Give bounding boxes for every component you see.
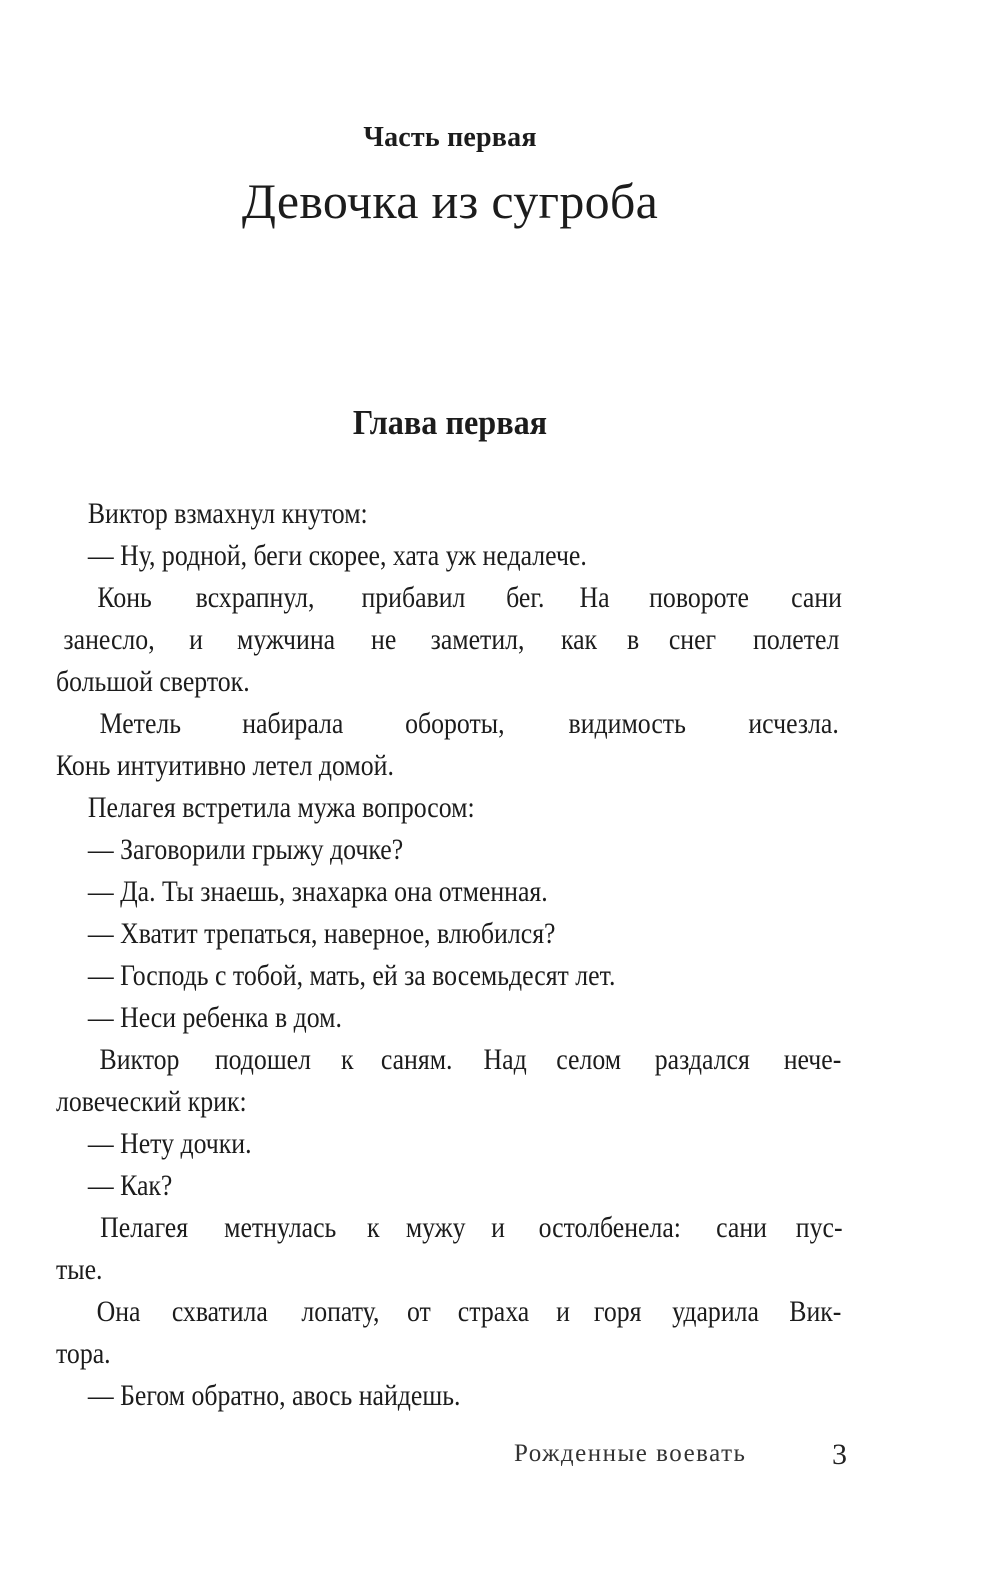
text-line: тые. bbox=[56, 1253, 103, 1286]
text-line: тора. bbox=[56, 1337, 111, 1370]
part-label: Часть первая bbox=[363, 122, 537, 153]
text-line: — Ну, родной, беги скорее, хата уж недалече. bbox=[87, 539, 587, 572]
chapter-title: Глава первая bbox=[352, 403, 548, 442]
text-line: — Господь с тобой, мать, ей за восемьдесят лет. bbox=[87, 959, 616, 992]
text-line: Виктор подошел к саням. Над селом раздался нече- bbox=[99, 1043, 842, 1076]
text-line: — Как? bbox=[87, 1169, 173, 1202]
text-line: — Хватит трепаться, наверное, влюбился? bbox=[87, 917, 556, 950]
text-line: Она схватила лопату, от страха и горя ударила Вик- bbox=[96, 1295, 842, 1328]
text-line: Виктор взмахнул кнутом: bbox=[87, 497, 368, 530]
text-line: — Бегом обратно, авось найдешь. bbox=[87, 1379, 461, 1412]
text-line: Пелагея метнулась к мужу и остолбенела: сани пус- bbox=[100, 1211, 843, 1244]
text-line: Конь интуитивно летел домой. bbox=[56, 749, 394, 782]
text-line: большой сверток. bbox=[56, 665, 250, 698]
running-title: Рожденные воевать bbox=[514, 1440, 747, 1467]
text-line: Конь всхрапнул, прибавил бег. На повороте сани bbox=[97, 581, 842, 614]
text-line: — Заговорили грыжу дочке? bbox=[87, 833, 404, 866]
text-line: занесло, и мужчина не заметил, как в снег полетел bbox=[63, 623, 839, 656]
text-line: — Неси ребенка в дом. bbox=[87, 1001, 342, 1034]
body-text bbox=[56, 493, 846, 1417]
part-title: Девочка из сугроба bbox=[241, 173, 659, 229]
text-line: — Нету дочки. bbox=[87, 1127, 252, 1160]
page-number: 3 bbox=[832, 1438, 847, 1471]
text-line: ловеческий крик: bbox=[56, 1085, 247, 1118]
text-line: — Да. Ты знаешь, знахарка она отменная. bbox=[87, 875, 548, 908]
text-line: Пелагея встретила мужа вопросом: bbox=[87, 791, 475, 824]
text-line: Метель набирала обороты, видимость исчезла. bbox=[99, 707, 839, 740]
